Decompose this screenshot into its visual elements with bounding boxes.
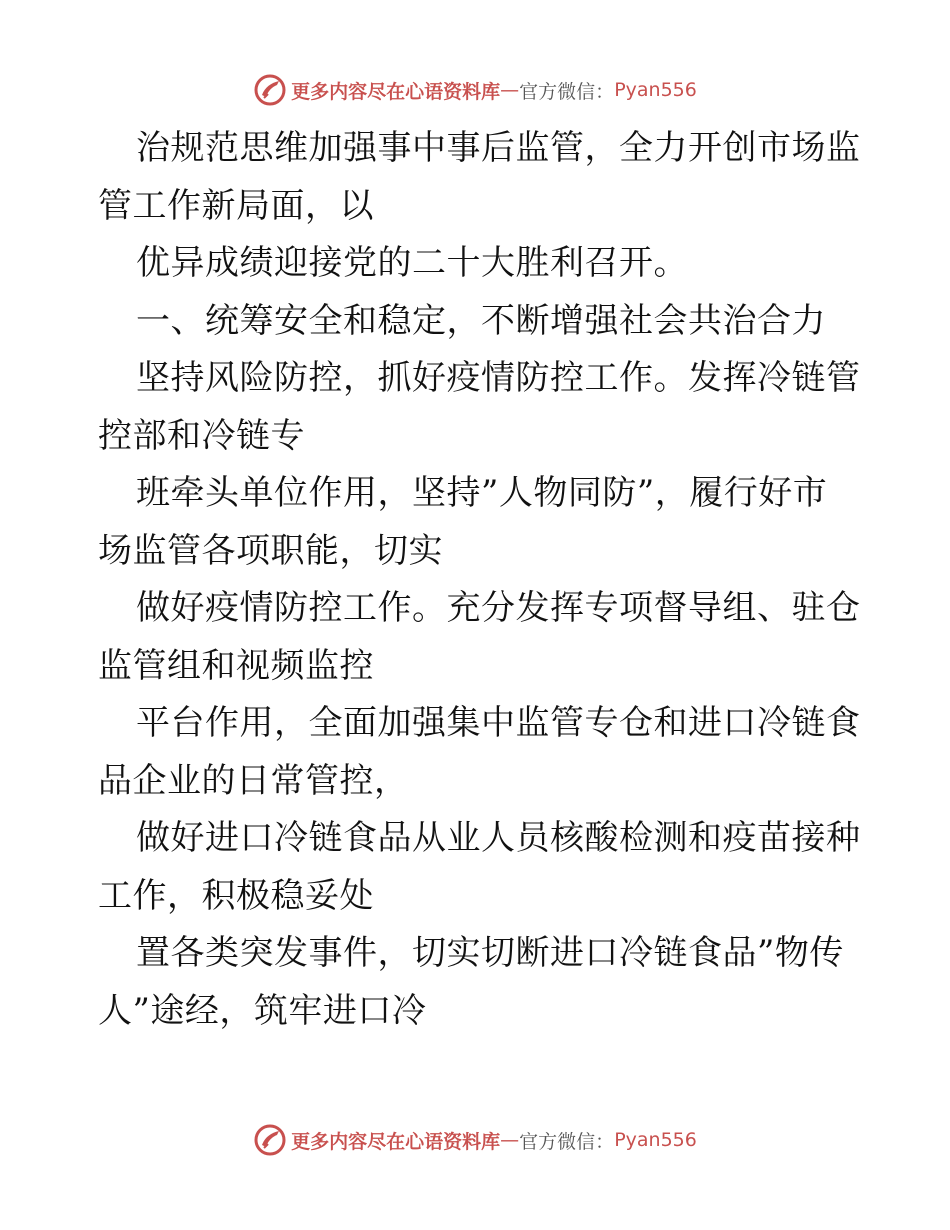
section-heading: 一、统筹安全和稳定，不断增强社会共治合力 [136, 300, 826, 341]
text-line-15: 置各类突发事件，切实切断进口冷链食品”物传 [136, 933, 844, 973]
watermark-label: 官方微信： [519, 1130, 615, 1153]
text-line-6: 控部和冷链专 [98, 415, 305, 456]
watermark-text [291, 77, 697, 104]
watermark-site: 更多内容尽在心语资料库 [291, 80, 501, 103]
text-line-11: 平台作用，全面加强集中监管专仓和进口冷链食 [136, 703, 861, 743]
text-line-5: 坚持风险防控，抓好疫情防控工作。发挥冷链管 [136, 358, 861, 398]
text-line-1: 治规范思维加强事中事后监管，全力开创市场监 [136, 128, 861, 168]
text-line-16: 人”途经，筑牢进口冷 [98, 990, 427, 1031]
text-line-10: 监管组和视频监控 [98, 645, 374, 686]
watermark-footer [0, 1120, 950, 1160]
text-line-9: 做好疫情防控工作。充分发挥专项督导组、驻仓 [136, 588, 861, 628]
text-line-8: 场监管各项职能，切实 [98, 530, 443, 571]
watermark-wechat: Pyan556 [614, 79, 697, 101]
document-body [98, 120, 861, 1040]
watermark-dash: — [500, 1129, 520, 1151]
watermark-label: 官方微信： [519, 80, 615, 103]
watermark-site: 更多内容尽在心语资料库 [291, 1130, 501, 1153]
text-line-13: 做好进口冷链食品从业人员核酸检测和疫苗接种 [136, 818, 861, 858]
text-line-12: 品企业的日常管控， [98, 760, 409, 801]
watermark-header [0, 70, 950, 110]
watermark-wechat: Pyan556 [614, 1129, 697, 1151]
text-line-3: 优异成绩迎接党的二十大胜利召开。 [136, 243, 688, 283]
watermark-text [291, 1127, 697, 1154]
text-line-14: 工作，积极稳妥处 [98, 875, 374, 916]
text-line-7: 班牵头单位作用，坚持”人物同防”，履行好市 [136, 473, 828, 513]
watermark-dash: — [500, 79, 520, 101]
text-line-2: 管工作新局面，以 [98, 185, 374, 226]
pen-logo-icon [253, 1123, 287, 1157]
pen-logo-icon [253, 73, 287, 107]
